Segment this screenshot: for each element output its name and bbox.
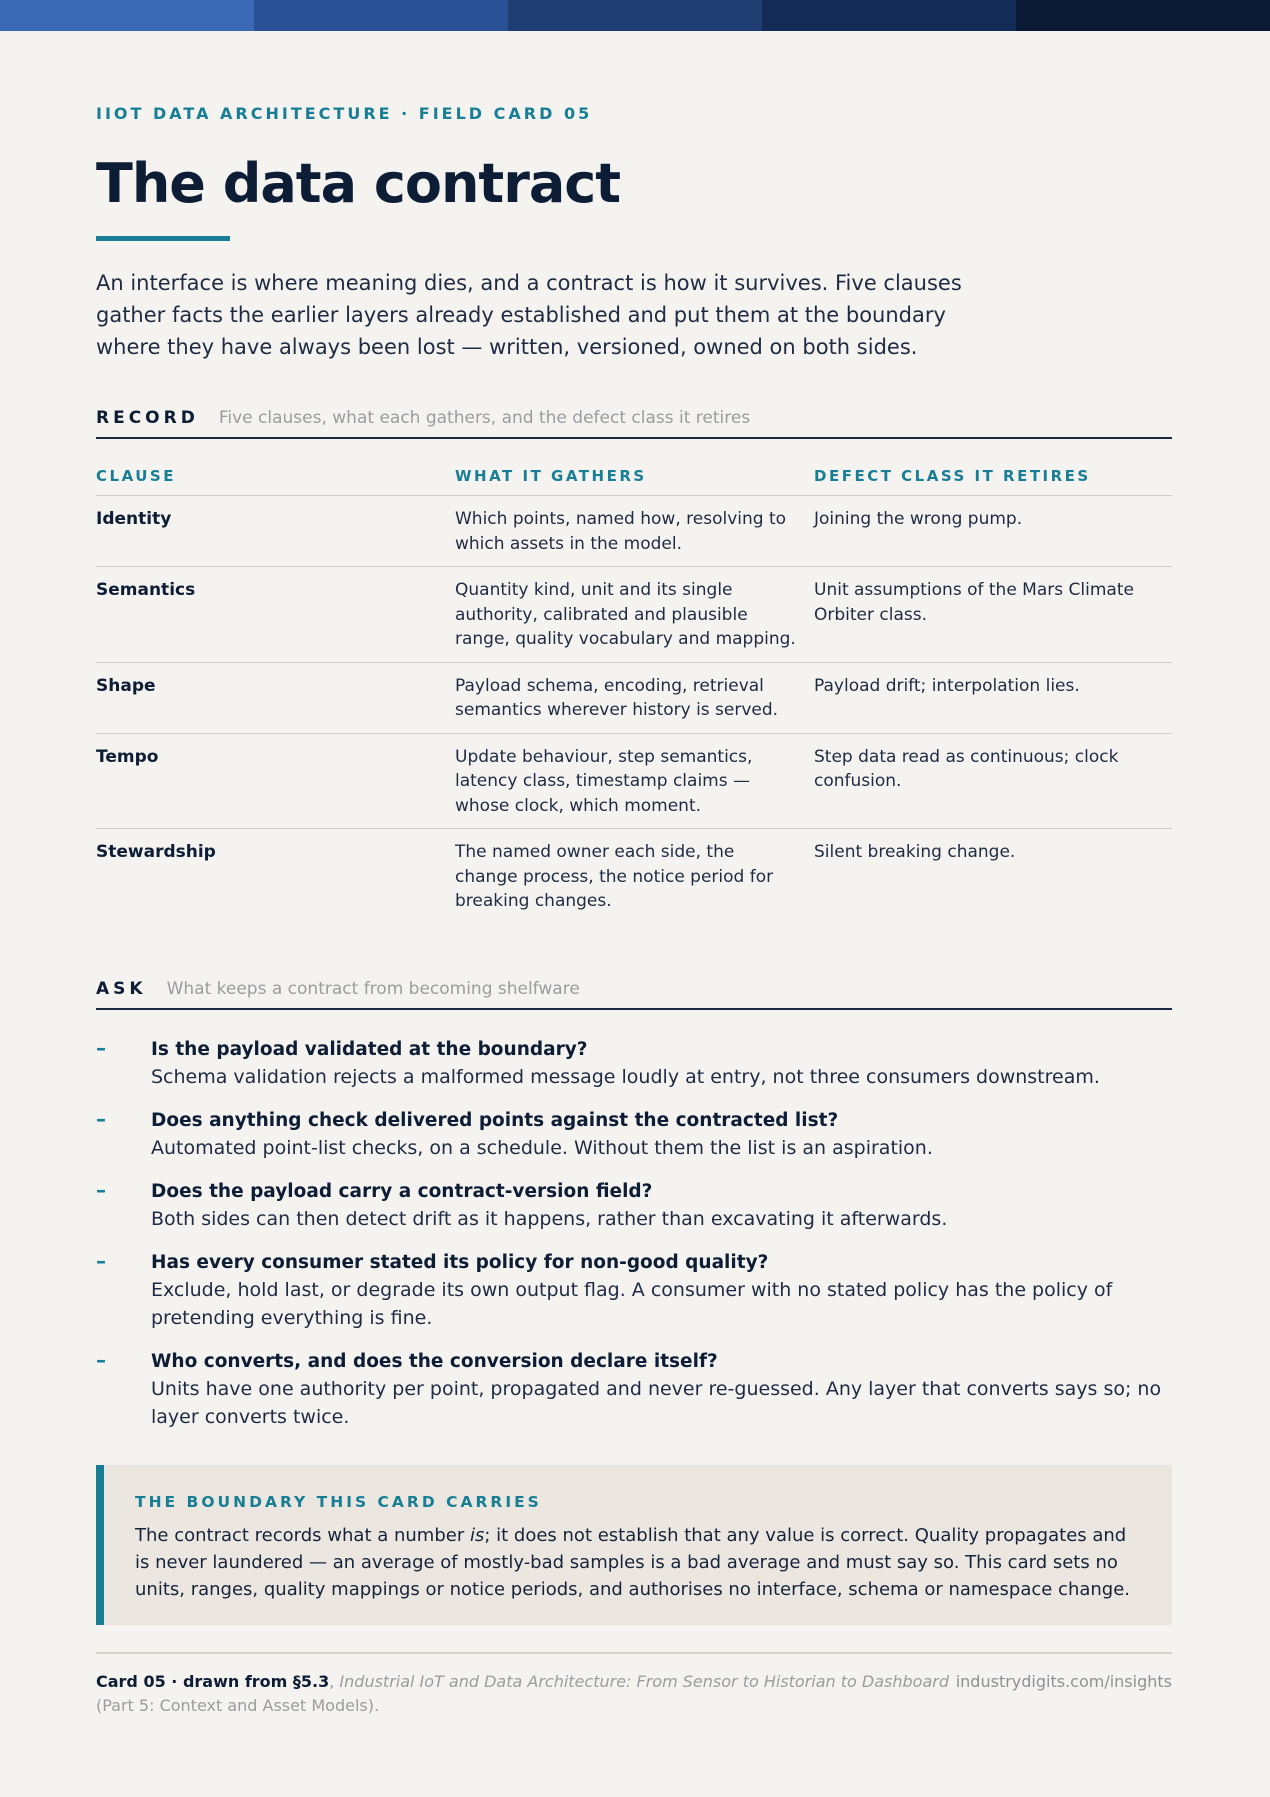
- ask-question: Has every consumer stated its policy for non-good quality?: [151, 1252, 769, 1273]
- defect-cell: Unit assumptions of the Mars Climate Orbiter class.: [814, 580, 1134, 625]
- ask-item: [96, 1348, 1172, 1431]
- column-header-defect: DEFECT CLASS IT RETIRES: [814, 467, 1091, 485]
- clause-cell: Stewardship: [96, 842, 216, 862]
- gathers-cell: Quantity kind, unit and its single authority, calibrated and plausible range, quality vocabulary and mapping.: [455, 580, 796, 649]
- top-bar-segment: [762, 0, 1016, 31]
- callout-emphasis: is: [469, 1525, 485, 1546]
- callout-body: [135, 1522, 1142, 1603]
- ask-item: [96, 1178, 1172, 1233]
- table-header: [96, 446, 1172, 496]
- gathers-cell: Which points, named how, resolving to which assets in the model.: [455, 509, 787, 554]
- table-row: [96, 567, 1172, 663]
- defect-cell: Step data read as continuous; clock confusion.: [814, 746, 1119, 791]
- record-section-header: [96, 408, 1172, 439]
- defect-cell: Payload drift; interpolation lies.: [814, 675, 1080, 696]
- top-bar-segment: [1016, 0, 1270, 31]
- record-label: RECORD: [96, 408, 199, 428]
- ask-subtitle: What keeps a contract from becoming shelfware: [166, 979, 580, 999]
- intro-paragraph: An interface is where meaning dies, and a contract is how it survives. Five clauses gather facts the earlier layers already established and put them at the boundary where they have always been lost — written, versioned, owned on both sides.: [96, 271, 962, 359]
- ask-answer: Automated point-list checks, on a schedule. Without them the list is an aspiration.: [151, 1137, 933, 1159]
- citation-separator: ,: [329, 1672, 340, 1691]
- clause-cell: Shape: [96, 675, 156, 696]
- clause-cell: Tempo: [96, 746, 159, 767]
- table-row: [96, 829, 1172, 924]
- ask-question: Does the payload carry a contract-version field?: [151, 1181, 653, 1202]
- record-subtitle: Five clauses, what each gathers, and the defect class it retires: [218, 408, 751, 428]
- defect-cell: Joining the wrong pump.: [814, 509, 1023, 529]
- dash-marker: –: [96, 1178, 106, 1202]
- page-title: The data contract: [96, 152, 621, 215]
- dash-marker: –: [96, 1036, 106, 1060]
- footer-divider: [96, 1652, 1172, 1654]
- record-table: [96, 446, 1172, 924]
- clause-cell: Identity: [96, 509, 172, 529]
- dash-marker: –: [96, 1107, 106, 1131]
- footer: [96, 1670, 1172, 1718]
- column-header-clause: CLAUSE: [96, 467, 176, 485]
- boundary-callout: [96, 1465, 1172, 1625]
- top-color-bar: [0, 0, 1270, 31]
- ask-answer: Schema validation rejects a malformed message loudly at entry, not three consumers downstream.: [151, 1066, 1100, 1088]
- title-underline: [96, 236, 230, 241]
- gathers-cell: Update behaviour, step semantics, latency class, timestamp claims — whose clock, which moment.: [455, 746, 753, 816]
- ask-list: [96, 1036, 1172, 1447]
- top-bar-segment: [508, 0, 762, 31]
- dash-marker: –: [96, 1348, 106, 1372]
- ask-answer: Exclude, hold last, or degrade its own output flag. A consumer with no stated policy has the policy of pretending everything is fine.: [151, 1279, 1113, 1329]
- ask-question: Is the payload validated at the boundary?: [151, 1039, 588, 1060]
- gathers-cell: The named owner each side, the change process, the notice period for breaking changes.: [455, 842, 774, 911]
- ask-label: ASK: [96, 979, 147, 999]
- ask-answer: Units have one authority per point, propagated and never re-guessed. Any layer that converts says so; no layer converts twice.: [151, 1378, 1162, 1428]
- top-bar-segment: [254, 0, 508, 31]
- table-row: [96, 663, 1172, 734]
- eyebrow: IIOT DATA ARCHITECTURE · FIELD CARD 05: [96, 104, 593, 123]
- defect-cell: Silent breaking change.: [814, 842, 1016, 862]
- callout-text: The contract records what a number: [135, 1525, 470, 1546]
- clause-cell: Semantics: [96, 580, 196, 600]
- table-row: [96, 496, 1172, 567]
- ask-question: Does anything check delivered points against the contracted list?: [151, 1110, 839, 1131]
- table-row: [96, 734, 1172, 830]
- ask-item: [96, 1249, 1172, 1332]
- ask-section-header: [96, 979, 1172, 1010]
- gathers-cell: Payload schema, encoding, retrieval semantics wherever history is served.: [455, 675, 779, 720]
- source-citation: [96, 1670, 956, 1718]
- column-header-gathers: WHAT IT GATHERS: [455, 467, 647, 485]
- book-part: (Part 5: Context and Asset Models).: [96, 1696, 380, 1715]
- callout-heading: THE BOUNDARY THIS CARD CARRIES: [135, 1493, 542, 1511]
- dash-marker: –: [96, 1249, 106, 1273]
- ask-item: [96, 1107, 1172, 1162]
- ask-item: [96, 1036, 1172, 1091]
- ask-question: Who converts, and does the conversion declare itself?: [151, 1351, 718, 1372]
- callout-text: ; it does not establish that any value is correct. Quality propagates and is never laundered — an average of mostly-bad samples is a bad average and must say so. This card sets no units, ranges, quality mappings or notice periods, and authorises no interface, schema or namespace change.: [135, 1525, 1131, 1600]
- top-bar-segment: [0, 0, 254, 31]
- site-url: industrydigits.com/insights: [955, 1672, 1172, 1691]
- ask-answer: Both sides can then detect drift as it happens, rather than excavating it afterwards.: [151, 1208, 948, 1230]
- card-reference: Card 05 · drawn from §5.3: [96, 1672, 330, 1691]
- book-title: Industrial IoT and Data Architecture: From Sensor to Historian to Dashboard: [339, 1672, 950, 1691]
